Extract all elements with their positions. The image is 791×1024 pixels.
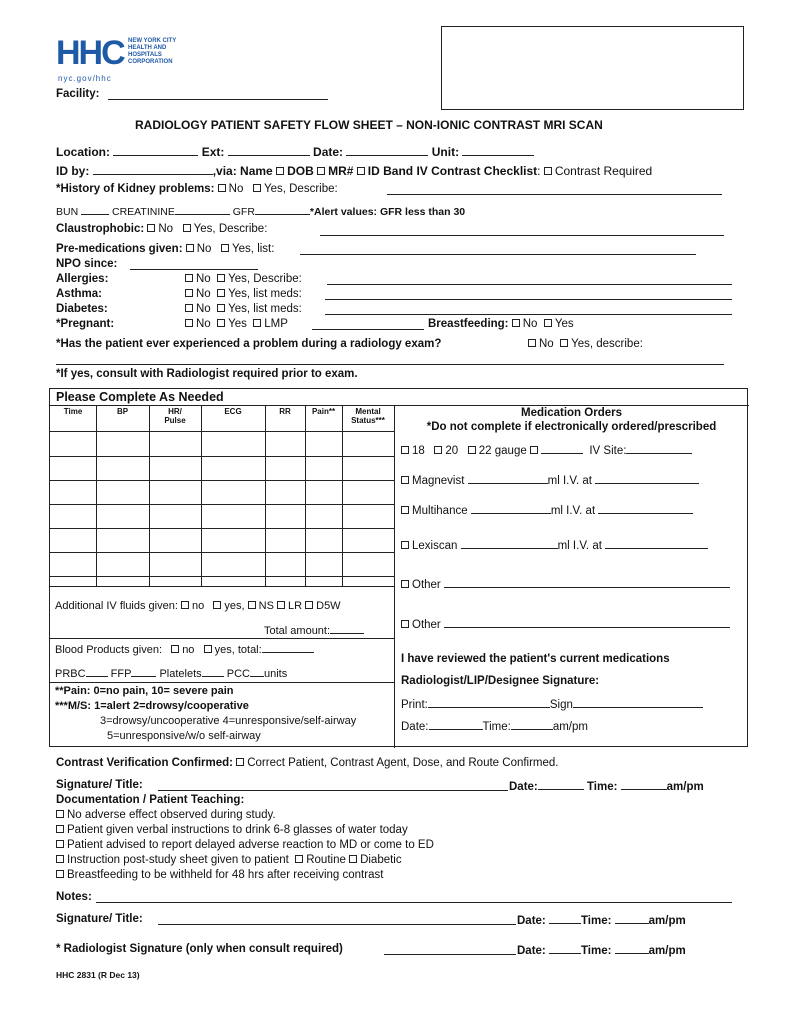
teach-item-5-checkbox[interactable] [56, 870, 64, 878]
print-field[interactable] [428, 697, 550, 708]
pregnant-yes-checkbox[interactable] [217, 319, 225, 327]
logo-org-name: NEW YORK CITY HEALTH AND HOSPITALS CORPORATION [128, 38, 177, 65]
g20-label: 20 [445, 445, 459, 457]
prbc-field[interactable] [86, 666, 108, 677]
kidney-no-checkbox[interactable] [218, 184, 226, 192]
g20-checkbox[interactable] [434, 446, 442, 454]
med-orders-title: Medication Orders [521, 407, 622, 419]
problem-yes-label: Yes, describe: [571, 338, 643, 350]
prbc-label: PRBC [55, 668, 86, 680]
col-pain: Pain** [311, 407, 336, 416]
diabetic-checkbox[interactable] [349, 855, 357, 863]
sig1-field[interactable] [158, 790, 508, 791]
reviewed-text: I have reviewed the patient's current medications [401, 653, 670, 665]
multihance-ml-field[interactable] [471, 503, 551, 514]
logo-mark: HHC [56, 34, 124, 72]
premed-no-label: No [196, 243, 212, 255]
claustro-label: Claustrophobic: [56, 223, 145, 235]
allergies-field[interactable] [327, 284, 732, 285]
problem-label: *Has the patient ever experienced a problem during a radiology exam? [56, 338, 442, 350]
sig3-time-field[interactable] [615, 943, 649, 954]
claustro-yes-label: Yes, Describe: [193, 223, 268, 235]
teach-item-4-checkbox[interactable] [56, 855, 64, 863]
premed-yes-checkbox[interactable] [221, 244, 229, 252]
sig3-ampm: am/pm [648, 945, 686, 957]
location-field[interactable] [113, 145, 198, 156]
sig1-time-field[interactable] [621, 779, 667, 790]
asthma-yes-label: Yes, list meds: [228, 288, 302, 300]
contrast-required-checkbox[interactable] [544, 167, 552, 175]
pain-key: **Pain: 0=no pain, 10= severe pain [55, 685, 234, 697]
ffp-field[interactable] [131, 666, 156, 677]
claustro-field[interactable] [320, 235, 724, 236]
print-label: Print: [401, 699, 428, 711]
sig-label: Radiologist/LIP/Designee Signature: [401, 675, 600, 687]
teach-item-1: No adverse effect observed during study. [67, 809, 276, 821]
allergies-label: Allergies: [56, 273, 109, 285]
allergies-no-label: No [196, 273, 211, 285]
med-ampm-label: am/pm [552, 721, 588, 733]
asthma-label: Asthma: [56, 288, 103, 300]
col-rr: RR [279, 407, 291, 416]
pcc-label: PCC [226, 668, 250, 680]
problem-no-label: No [539, 338, 554, 350]
unit-label: Unit: [431, 145, 460, 159]
claustro-no-label: No [158, 223, 174, 235]
idband-label: ID Band [367, 164, 414, 178]
form-number: HHC 2831 (R Dec 13) [56, 970, 140, 980]
col-hr: HR/ Pulse [164, 407, 186, 425]
pregnant-no-label: No [196, 318, 211, 330]
total-amount-field[interactable] [330, 623, 364, 634]
lexiscan-label: Lexiscan [412, 540, 458, 552]
via-label: ,via: Name [212, 164, 273, 178]
sig2-date-field[interactable] [549, 913, 581, 924]
asthma-no-checkbox[interactable] [185, 289, 193, 297]
blood-yes-label: yes, total: [214, 644, 262, 656]
sig1-time-label: Time: [586, 781, 618, 793]
med-date-field[interactable] [429, 719, 483, 730]
iv-yes-label: yes, [224, 600, 245, 612]
allergies-no-checkbox[interactable] [185, 274, 193, 282]
teach-item-3: Patient advised to report delayed adverse reaction to MD or come to ED [67, 839, 434, 851]
platelets-field[interactable] [202, 666, 224, 677]
sig1-date-label: Date: [509, 781, 538, 793]
med-time-field[interactable] [511, 719, 553, 730]
location-label: Location: [56, 145, 110, 159]
med-orders-subtitle: *Do not complete if electronically ordered/prescribed [426, 421, 717, 433]
asthma-no-label: No [196, 288, 211, 300]
checklist-label: IV Contrast Checklist [416, 164, 538, 178]
bf-yes-checkbox[interactable] [544, 319, 552, 327]
iv-no-label: no [191, 600, 205, 612]
g18-label: 18 [412, 445, 425, 457]
magnevist-ml-field[interactable] [468, 473, 548, 484]
lmp-field[interactable] [312, 329, 424, 330]
blood-no-label: no [182, 644, 195, 656]
d5w-checkbox[interactable] [305, 601, 313, 609]
flow-table [49, 388, 748, 747]
notes-label: Notes: [56, 891, 92, 903]
diabetes-yes-label: Yes, list meds: [228, 303, 302, 315]
routine-checkbox[interactable] [295, 855, 303, 863]
teach-item-5: Breastfeeding to be withheld for 48 hrs after receiving contrast [67, 869, 384, 881]
unit-field[interactable] [462, 145, 534, 156]
iv-yes-checkbox[interactable] [213, 601, 221, 609]
problem-field[interactable] [56, 364, 724, 365]
ms-key-1: ***M/S: 1=alert 2=drowsy/cooperative [55, 700, 249, 712]
page-title: RADIOLOGY PATIENT SAFETY FLOW SHEET – NON-IONIC CONTRAST MRI SCAN [135, 118, 603, 132]
facility-label: Facility: [56, 88, 100, 100]
blood-total-field[interactable] [262, 642, 314, 653]
npo-field[interactable] [130, 269, 258, 270]
premed-no-checkbox[interactable] [186, 244, 194, 252]
kidney-no-label: No [228, 183, 244, 195]
sig3-date-field[interactable] [549, 943, 581, 954]
ext-label: Ext: [201, 145, 225, 159]
sign-field[interactable] [573, 697, 703, 708]
other2-checkbox[interactable] [401, 620, 409, 628]
med-date-label: Date: [401, 721, 429, 733]
magnevist-rate-field[interactable] [595, 473, 699, 484]
col-bp: BP [116, 407, 129, 416]
platelets-label: Platelets [159, 668, 202, 680]
iv-fluids-label: Additional IV fluids given: [55, 600, 178, 612]
diabetes-no-label: No [196, 303, 211, 315]
pregnant-yes-label: Yes [228, 318, 247, 330]
diabetes-label: Diabetes: [56, 303, 108, 315]
diabetes-no-checkbox[interactable] [185, 304, 193, 312]
breastfeeding-label: Breastfeeding: [428, 318, 509, 330]
bf-no-label: No [522, 318, 538, 330]
gauge-other-checkbox[interactable] [530, 446, 538, 454]
lexiscan-rate-field[interactable] [605, 538, 708, 549]
sig1-ampm: am/pm [666, 781, 704, 793]
other2-field[interactable] [444, 617, 730, 628]
g22-checkbox[interactable] [468, 446, 476, 454]
sig2-time-label: Time: [580, 915, 612, 927]
multihance-label: Multihance [412, 505, 468, 517]
sig2-time-field[interactable] [615, 913, 649, 924]
problem-yes-checkbox[interactable] [560, 339, 568, 347]
teach-item-2: Patient given verbal instructions to drink 6-8 glasses of water today [67, 824, 408, 836]
date-label: Date: [313, 145, 344, 159]
table-heading: Please Complete As Needed [56, 390, 224, 404]
label-box [441, 26, 744, 110]
asthma-field[interactable] [325, 299, 732, 300]
sig2-ampm: am/pm [648, 915, 686, 927]
sig2-date-label: Date: [517, 915, 546, 927]
multihance-ml-label: ml I.V. at [550, 505, 596, 517]
g22-label: 22 gauge [478, 445, 527, 457]
claustro-no-checkbox[interactable] [147, 224, 155, 232]
diabetes-yes-checkbox[interactable] [217, 304, 225, 312]
gauge-other-field[interactable] [541, 443, 583, 454]
blood-yes-checkbox[interactable] [204, 645, 212, 653]
premed-field[interactable] [300, 254, 696, 255]
bf-yes-label: Yes [554, 318, 574, 330]
claustro-yes-checkbox[interactable] [183, 224, 191, 232]
ext-field[interactable] [228, 145, 310, 156]
creatinine-field[interactable] [175, 204, 230, 215]
verification-checkbox[interactable] [236, 758, 244, 766]
mr-label: MR# [328, 164, 354, 178]
asthma-yes-checkbox[interactable] [217, 289, 225, 297]
mr-checkbox[interactable] [317, 167, 325, 175]
facility-field[interactable] [108, 99, 328, 100]
diabetic-label: Diabetic [360, 854, 402, 866]
kidney-yes-checkbox[interactable] [253, 184, 261, 192]
gfr-field[interactable] [255, 204, 310, 215]
ffp-label: FFP [110, 668, 132, 680]
notes-field[interactable] [96, 902, 732, 903]
gfr-alert: *Alert values: GFR less than 30 [309, 206, 466, 218]
bf-no-checkbox[interactable] [512, 319, 520, 327]
lr-checkbox[interactable] [277, 601, 285, 609]
lmp-checkbox[interactable] [253, 319, 261, 327]
magnevist-label: Magnevist [412, 475, 465, 487]
id-by-field[interactable] [93, 164, 213, 175]
gfr-label: GFR [232, 206, 255, 218]
pregnant-no-checkbox[interactable] [185, 319, 193, 327]
dob-checkbox[interactable] [276, 167, 284, 175]
allergies-yes-label: Yes, Describe: [228, 273, 302, 285]
ns-checkbox[interactable] [248, 601, 256, 609]
idband-checkbox[interactable] [357, 167, 365, 175]
other2-label: Other [412, 619, 441, 631]
bun-label: BUN [56, 206, 79, 218]
premed-yes-label: Yes, list: [232, 243, 275, 255]
g18-checkbox[interactable] [401, 446, 409, 454]
other1-label: Other [412, 579, 441, 591]
units-label: units [263, 668, 288, 680]
id-by-label: ID by: [56, 164, 90, 178]
col-ecg: ECG [224, 407, 242, 416]
lmp-label: LMP [264, 318, 288, 330]
npo-label: NPO since: [56, 258, 118, 270]
kidney-describe-field[interactable] [387, 194, 722, 195]
sig2-field[interactable] [158, 924, 516, 925]
creatinine-label: CREATININE [112, 206, 175, 218]
sig3-field[interactable] [384, 954, 516, 955]
ns-label: NS [258, 600, 274, 612]
dob-label: DOB [287, 164, 314, 178]
sig3-time-label: Time: [580, 945, 612, 957]
verification-label: Contrast Verification Confirmed: [56, 757, 233, 769]
hhc-logo [56, 36, 196, 88]
logo-url: nyc.gov/hhc [58, 74, 112, 83]
col-mental: Mental Status*** [351, 407, 385, 425]
kidney-yes-label: Yes, Describe: [263, 183, 338, 195]
premed-label: Pre-medications given: [56, 243, 183, 255]
verification-text: Correct Patient, Contrast Agent, Dose, and Route Confirmed. [247, 757, 559, 769]
consult-note: *If yes, consult with Radiologist required prior to exam. [56, 368, 358, 380]
teach-item-1-checkbox[interactable] [56, 810, 64, 818]
blood-label: Blood Products given: [55, 644, 163, 656]
iv-site-label: IV Site: [589, 445, 627, 457]
ms-key-3: 5=unresponsive/w/o self-airway [107, 730, 261, 742]
lexiscan-ml-label: ml I.V. at [557, 540, 602, 552]
routine-label: Routine [306, 854, 346, 866]
magnevist-ml-label: ml I.V. at [547, 475, 592, 487]
total-amount-label: Total amount: [264, 625, 331, 637]
multihance-checkbox[interactable] [401, 506, 409, 514]
sig3-date-label: Date: [517, 945, 546, 957]
magnevist-checkbox[interactable] [401, 476, 409, 484]
kidney-label: *History of Kidney problems: [56, 183, 215, 195]
lexiscan-checkbox[interactable] [401, 541, 409, 549]
sign-label: Sign [549, 699, 573, 711]
teach-item-4: Instruction post-study sheet given to patient [67, 854, 289, 866]
other1-checkbox[interactable] [401, 580, 409, 588]
bun-field[interactable] [81, 204, 109, 215]
date-field[interactable] [346, 145, 428, 156]
iv-site-field[interactable] [626, 443, 692, 454]
med-time-label: Time: [482, 721, 511, 733]
teach-item-2-checkbox[interactable] [56, 825, 64, 833]
allergies-yes-checkbox[interactable] [217, 274, 225, 282]
col-time: Time [63, 407, 83, 416]
ms-key-2: 3=drowsy/uncooperative 4=unresponsive/self-airway [100, 715, 357, 727]
multihance-rate-field[interactable] [598, 503, 693, 514]
pcc-field[interactable] [250, 666, 264, 677]
diabetes-field[interactable] [325, 314, 732, 315]
sig2-label: Signature/ Title: [56, 913, 143, 925]
other1-field[interactable] [444, 577, 730, 588]
sig1-label: Signature/ Title: [56, 779, 143, 791]
pregnant-label: *Pregnant: [56, 318, 115, 330]
blood-no-checkbox[interactable] [171, 645, 179, 653]
teach-item-3-checkbox[interactable] [56, 840, 64, 848]
sig1-date-field[interactable] [538, 779, 584, 790]
teaching-title: Documentation / Patient Teaching: [56, 794, 245, 806]
lr-label: LR [288, 600, 303, 612]
sig3-label: * Radiologist Signature (only when consult required) [56, 943, 343, 955]
d5w-label: D5W [316, 600, 341, 612]
contrast-required-label: Contrast Required [554, 164, 653, 178]
iv-no-checkbox[interactable] [181, 601, 189, 609]
problem-no-checkbox[interactable] [528, 339, 536, 347]
lexiscan-ml-field[interactable] [461, 538, 558, 549]
